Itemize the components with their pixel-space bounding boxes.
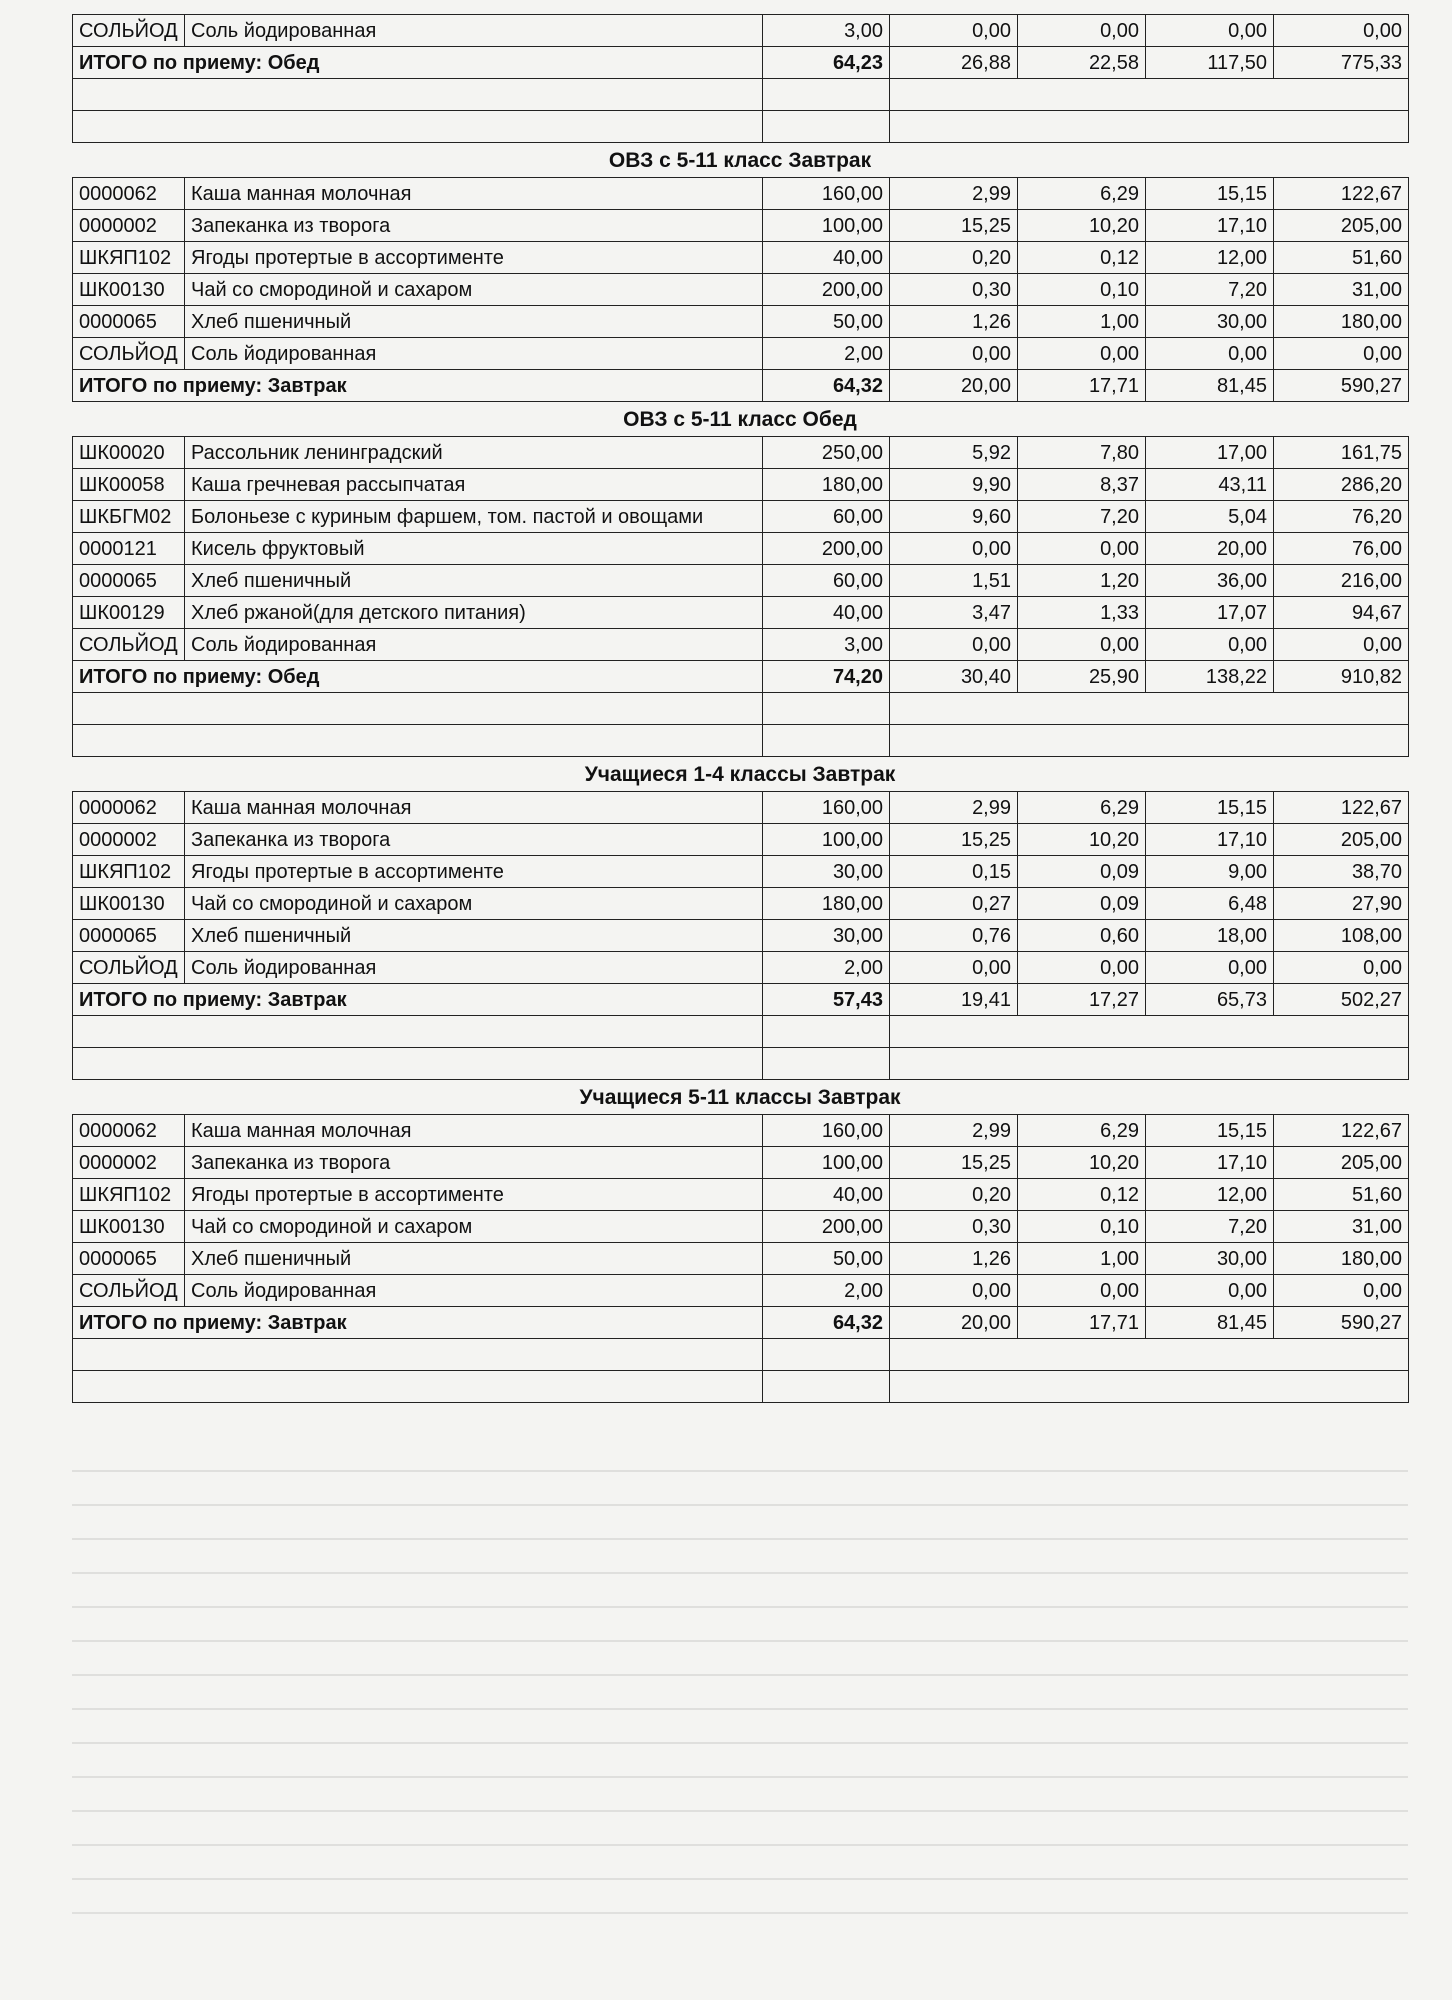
table-row (73, 242, 1409, 274)
dish-carbs: 0,00 (1146, 952, 1274, 984)
dish-kcal: 0,00 (1274, 952, 1409, 984)
dish-weight: 40,00 (763, 1179, 890, 1211)
dish-carbs: 0,00 (1146, 629, 1274, 661)
dish-carbs: 6,48 (1146, 888, 1274, 920)
table-row (73, 437, 1409, 469)
dish-kcal: 205,00 (1274, 824, 1409, 856)
dish-carbs: 15,15 (1146, 178, 1274, 210)
dish-protein: 0,27 (890, 888, 1018, 920)
dish-protein: 2,99 (890, 178, 1018, 210)
table-row (73, 210, 1409, 242)
dish-fat: 6,29 (1018, 792, 1146, 824)
bleed-line (72, 1844, 1408, 1846)
dish-weight: 200,00 (763, 274, 890, 306)
dish-code: ШК00129 (73, 597, 185, 629)
total-weight: 57,43 (763, 984, 890, 1016)
dish-code: 0000062 (73, 1115, 185, 1147)
dish-protein: 0,00 (890, 533, 1018, 565)
dish-fat: 0,09 (1018, 856, 1146, 888)
bleed-line (72, 1912, 1408, 1914)
table-row (73, 920, 1409, 952)
dish-code: СОЛЬЙОД (73, 952, 185, 984)
table-row (73, 629, 1409, 661)
dish-fat: 6,29 (1018, 1115, 1146, 1147)
menu-table (72, 791, 1409, 1080)
dish-kcal: 31,00 (1274, 1211, 1409, 1243)
dish-carbs: 0,00 (1146, 1275, 1274, 1307)
dish-kcal: 94,67 (1274, 597, 1409, 629)
dish-protein: 0,20 (890, 1179, 1018, 1211)
blank-row (73, 725, 1409, 757)
dish-weight: 160,00 (763, 1115, 890, 1147)
dish-carbs: 17,10 (1146, 1147, 1274, 1179)
bleed-line (72, 1742, 1408, 1744)
dish-carbs: 17,10 (1146, 824, 1274, 856)
dish-weight: 3,00 (763, 629, 890, 661)
dish-code: ШК00130 (73, 1211, 185, 1243)
dish-weight: 40,00 (763, 597, 890, 629)
table-row (73, 1115, 1409, 1147)
bleed-line (72, 1674, 1408, 1676)
dish-fat: 0,00 (1018, 533, 1146, 565)
dish-code: 0000002 (73, 1147, 185, 1179)
total-protein: 30,40 (890, 661, 1018, 693)
blank-row (73, 111, 1409, 143)
total-label: ИТОГО по приему: Обед (73, 47, 763, 79)
dish-kcal: 31,00 (1274, 274, 1409, 306)
table-row (73, 274, 1409, 306)
section-title: Учащиеся 1-4 классы Завтрак (584, 763, 896, 786)
dish-kcal: 122,67 (1274, 178, 1409, 210)
dish-name: Рассольник ленинградский (185, 437, 763, 469)
dish-code: 0000002 (73, 824, 185, 856)
dish-kcal: 108,00 (1274, 920, 1409, 952)
dish-fat: 0,00 (1018, 338, 1146, 370)
dish-code: 0000065 (73, 1243, 185, 1275)
dish-carbs: 7,20 (1146, 1211, 1274, 1243)
dish-carbs: 7,20 (1146, 274, 1274, 306)
dish-code: ШК00130 (73, 274, 185, 306)
dish-protein: 0,00 (890, 952, 1018, 984)
bleed-line (72, 1640, 1408, 1642)
total-weight: 64,23 (763, 47, 890, 79)
dish-fat: 0,10 (1018, 274, 1146, 306)
dish-protein: 1,51 (890, 565, 1018, 597)
total-row (73, 370, 1409, 402)
dish-fat: 10,20 (1018, 1147, 1146, 1179)
dish-protein: 5,92 (890, 437, 1018, 469)
dish-code: 0000062 (73, 178, 185, 210)
bleed-line (72, 1538, 1408, 1540)
dish-weight: 2,00 (763, 1275, 890, 1307)
table-row (73, 469, 1409, 501)
dish-fat: 8,37 (1018, 469, 1146, 501)
dish-code: ШКБГМ02 (73, 501, 185, 533)
dish-fat: 0,00 (1018, 952, 1146, 984)
total-fat: 17,71 (1018, 1307, 1146, 1339)
dish-code: ШКЯП102 (73, 242, 185, 274)
dish-name: Хлеб ржаной(для детского питания) (185, 597, 763, 629)
dish-protein: 0,30 (890, 1211, 1018, 1243)
total-row (73, 661, 1409, 693)
dish-kcal: 122,67 (1274, 792, 1409, 824)
dish-protein: 0,20 (890, 242, 1018, 274)
dish-carbs: 17,07 (1146, 597, 1274, 629)
total-carbs: 65,73 (1146, 984, 1274, 1016)
blank-row (73, 79, 1409, 111)
table-row (73, 178, 1409, 210)
dish-protein: 0,00 (890, 15, 1018, 47)
dish-fat: 6,29 (1018, 178, 1146, 210)
section-title: ОВЗ с 5-11 класс Обед (623, 408, 857, 431)
menu-document (72, 14, 1408, 1403)
dish-name: Хлеб пшеничный (185, 920, 763, 952)
table-row (73, 1147, 1409, 1179)
dish-carbs: 18,00 (1146, 920, 1274, 952)
total-kcal: 502,27 (1274, 984, 1409, 1016)
dish-kcal: 180,00 (1274, 306, 1409, 338)
dish-weight: 180,00 (763, 888, 890, 920)
total-kcal: 910,82 (1274, 661, 1409, 693)
total-protein: 19,41 (890, 984, 1018, 1016)
dish-carbs: 12,00 (1146, 1179, 1274, 1211)
dish-fat: 10,20 (1018, 210, 1146, 242)
table-row (73, 888, 1409, 920)
dish-weight: 180,00 (763, 469, 890, 501)
dish-kcal: 51,60 (1274, 242, 1409, 274)
total-protein: 26,88 (890, 47, 1018, 79)
dish-name: Ягоды протертые в ассортименте (185, 856, 763, 888)
table-row (73, 338, 1409, 370)
dish-fat: 0,10 (1018, 1211, 1146, 1243)
dish-kcal: 76,20 (1274, 501, 1409, 533)
total-fat: 22,58 (1018, 47, 1146, 79)
dish-code: ШКЯП102 (73, 856, 185, 888)
dish-kcal: 216,00 (1274, 565, 1409, 597)
dish-code: 0000065 (73, 306, 185, 338)
section-title: ОВЗ с 5-11 класс Завтрак (608, 149, 872, 172)
total-kcal: 590,27 (1274, 1307, 1409, 1339)
dish-code: 0000065 (73, 565, 185, 597)
dish-name: Чай со смородиной и сахаром (185, 1211, 763, 1243)
dish-name: Чай со смородиной и сахаром (185, 274, 763, 306)
total-protein: 20,00 (890, 370, 1018, 402)
dish-weight: 60,00 (763, 565, 890, 597)
section-title: Учащиеся 5-11 классы Завтрак (579, 1086, 901, 1109)
dish-protein: 9,90 (890, 469, 1018, 501)
dish-name: Соль йодированная (185, 15, 763, 47)
dish-weight: 100,00 (763, 1147, 890, 1179)
dish-weight: 60,00 (763, 501, 890, 533)
dish-code: 0000062 (73, 792, 185, 824)
dish-protein: 0,30 (890, 274, 1018, 306)
dish-fat: 0,60 (1018, 920, 1146, 952)
total-carbs: 81,45 (1146, 370, 1274, 402)
dish-weight: 160,00 (763, 792, 890, 824)
dish-name: Ягоды протертые в ассортименте (185, 242, 763, 274)
dish-code: 0000121 (73, 533, 185, 565)
dish-weight: 200,00 (763, 533, 890, 565)
dish-name: Каша гречневая рассыпчатая (185, 469, 763, 501)
dish-protein: 2,99 (890, 1115, 1018, 1147)
dish-fat: 0,00 (1018, 1275, 1146, 1307)
table-row (73, 824, 1409, 856)
table-row (73, 1243, 1409, 1275)
dish-name: Хлеб пшеничный (185, 1243, 763, 1275)
total-kcal: 775,33 (1274, 47, 1409, 79)
total-carbs: 138,22 (1146, 661, 1274, 693)
dish-name: Каша манная молочная (185, 178, 763, 210)
dish-name: Каша манная молочная (185, 1115, 763, 1147)
dish-code: ШК00130 (73, 888, 185, 920)
table-row (73, 856, 1409, 888)
table-row (73, 15, 1409, 47)
dish-weight: 50,00 (763, 1243, 890, 1275)
bleed-line (72, 1606, 1408, 1608)
dish-name: Запеканка из творога (185, 210, 763, 242)
table-row (73, 565, 1409, 597)
dish-protein: 0,00 (890, 338, 1018, 370)
total-protein: 20,00 (890, 1307, 1018, 1339)
dish-fat: 1,00 (1018, 1243, 1146, 1275)
dish-protein: 3,47 (890, 597, 1018, 629)
bleed-line (72, 1878, 1408, 1880)
dish-kcal: 161,75 (1274, 437, 1409, 469)
total-label: ИТОГО по приему: Завтрак (73, 370, 763, 402)
dish-carbs: 17,00 (1146, 437, 1274, 469)
dish-protein: 0,00 (890, 1275, 1018, 1307)
dish-code: ШК00058 (73, 469, 185, 501)
dish-kcal: 0,00 (1274, 1275, 1409, 1307)
dish-code: ШК00020 (73, 437, 185, 469)
table-row (73, 1179, 1409, 1211)
total-weight: 64,32 (763, 370, 890, 402)
dish-fat: 10,20 (1018, 824, 1146, 856)
dish-code: СОЛЬЙОД (73, 629, 185, 661)
dish-carbs: 5,04 (1146, 501, 1274, 533)
blank-row (73, 1048, 1409, 1080)
dish-carbs: 0,00 (1146, 15, 1274, 47)
dish-name: Соль йодированная (185, 1275, 763, 1307)
dish-name: Запеканка из творога (185, 824, 763, 856)
dish-code: 0000002 (73, 210, 185, 242)
dish-carbs: 30,00 (1146, 1243, 1274, 1275)
dish-fat: 0,12 (1018, 1179, 1146, 1211)
dish-protein: 2,99 (890, 792, 1018, 824)
dish-weight: 100,00 (763, 210, 890, 242)
dish-kcal: 205,00 (1274, 1147, 1409, 1179)
total-weight: 74,20 (763, 661, 890, 693)
dish-protein: 15,25 (890, 1147, 1018, 1179)
bleed-line (72, 1776, 1408, 1778)
dish-weight: 40,00 (763, 242, 890, 274)
dish-name: Хлеб пшеничный (185, 306, 763, 338)
total-fat: 17,71 (1018, 370, 1146, 402)
dish-weight: 30,00 (763, 920, 890, 952)
dish-fat: 0,09 (1018, 888, 1146, 920)
dish-carbs: 9,00 (1146, 856, 1274, 888)
dish-fat: 1,20 (1018, 565, 1146, 597)
reverse-side-bleed (72, 1470, 1408, 1970)
dish-name: Чай со смородиной и сахаром (185, 888, 763, 920)
dish-fat: 1,00 (1018, 306, 1146, 338)
dish-protein: 0,15 (890, 856, 1018, 888)
table-row (73, 1211, 1409, 1243)
table-row (73, 597, 1409, 629)
table-row (73, 1275, 1409, 1307)
dish-code: 0000065 (73, 920, 185, 952)
dish-carbs: 20,00 (1146, 533, 1274, 565)
table-row (73, 533, 1409, 565)
dish-kcal: 38,70 (1274, 856, 1409, 888)
dish-name: Хлеб пшеничный (185, 565, 763, 597)
menu-table (72, 177, 1409, 402)
dish-name: Болоньезе с куриным фаршем, том. пастой и овощами (185, 501, 763, 533)
dish-name: Соль йодированная (185, 338, 763, 370)
dish-protein: 9,60 (890, 501, 1018, 533)
total-row (73, 1307, 1409, 1339)
total-fat: 25,90 (1018, 661, 1146, 693)
total-fat: 17,27 (1018, 984, 1146, 1016)
dish-carbs: 15,15 (1146, 1115, 1274, 1147)
dish-name: Каша манная молочная (185, 792, 763, 824)
dish-weight: 3,00 (763, 15, 890, 47)
dish-kcal: 27,90 (1274, 888, 1409, 920)
dish-fat: 1,33 (1018, 597, 1146, 629)
dish-kcal: 76,00 (1274, 533, 1409, 565)
dish-carbs: 17,10 (1146, 210, 1274, 242)
dish-weight: 250,00 (763, 437, 890, 469)
dish-kcal: 180,00 (1274, 1243, 1409, 1275)
dish-name: Соль йодированная (185, 952, 763, 984)
total-row (73, 47, 1409, 79)
dish-code: СОЛЬЙОД (73, 1275, 185, 1307)
dish-kcal: 0,00 (1274, 629, 1409, 661)
dish-kcal: 122,67 (1274, 1115, 1409, 1147)
dish-carbs: 36,00 (1146, 565, 1274, 597)
dish-kcal: 205,00 (1274, 210, 1409, 242)
dish-protein: 15,25 (890, 824, 1018, 856)
dish-weight: 2,00 (763, 338, 890, 370)
dish-code: СОЛЬЙОД (73, 338, 185, 370)
dish-protein: 0,76 (890, 920, 1018, 952)
dish-weight: 2,00 (763, 952, 890, 984)
bleed-line (72, 1810, 1408, 1812)
bleed-line (72, 1504, 1408, 1506)
menu-sections (72, 143, 1408, 1403)
total-label: ИТОГО по приему: Обед (73, 661, 763, 693)
dish-code: ШКЯП102 (73, 1179, 185, 1211)
dish-fat: 7,20 (1018, 501, 1146, 533)
menu-table (72, 1114, 1409, 1403)
total-row (73, 984, 1409, 1016)
menu-table (72, 436, 1409, 757)
dish-name: Соль йодированная (185, 629, 763, 661)
dish-fat: 0,12 (1018, 242, 1146, 274)
dish-protein: 0,00 (890, 629, 1018, 661)
dish-carbs: 12,00 (1146, 242, 1274, 274)
dish-kcal: 0,00 (1274, 338, 1409, 370)
dish-kcal: 51,60 (1274, 1179, 1409, 1211)
dish-protein: 1,26 (890, 1243, 1018, 1275)
dish-carbs: 30,00 (1146, 306, 1274, 338)
table-row (73, 952, 1409, 984)
total-label: ИТОГО по приему: Завтрак (73, 984, 763, 1016)
bleed-line (72, 1708, 1408, 1710)
menu-table-fragment (72, 14, 1409, 143)
dish-carbs: 0,00 (1146, 338, 1274, 370)
blank-row (73, 1371, 1409, 1403)
dish-kcal: 0,00 (1274, 15, 1409, 47)
total-label: ИТОГО по приему: Завтрак (73, 1307, 763, 1339)
blank-row (73, 693, 1409, 725)
dish-fat: 0,00 (1018, 15, 1146, 47)
bleed-line (72, 1470, 1408, 1472)
dish-name: Кисель фруктовый (185, 533, 763, 565)
dish-name: Запеканка из творога (185, 1147, 763, 1179)
dish-protein: 15,25 (890, 210, 1018, 242)
total-weight: 64,32 (763, 1307, 890, 1339)
dish-code: СОЛЬЙОД (73, 15, 185, 47)
dish-weight: 50,00 (763, 306, 890, 338)
blank-row (73, 1016, 1409, 1048)
dish-weight: 30,00 (763, 856, 890, 888)
table-row (73, 501, 1409, 533)
dish-protein: 1,26 (890, 306, 1018, 338)
blank-row (73, 1339, 1409, 1371)
dish-carbs: 43,11 (1146, 469, 1274, 501)
dish-weight: 100,00 (763, 824, 890, 856)
dish-fat: 0,00 (1018, 629, 1146, 661)
table-row (73, 306, 1409, 338)
total-carbs: 81,45 (1146, 1307, 1274, 1339)
total-carbs: 117,50 (1146, 47, 1274, 79)
total-kcal: 590,27 (1274, 370, 1409, 402)
dish-kcal: 286,20 (1274, 469, 1409, 501)
table-row (73, 792, 1409, 824)
dish-carbs: 15,15 (1146, 792, 1274, 824)
dish-weight: 160,00 (763, 178, 890, 210)
dish-fat: 7,80 (1018, 437, 1146, 469)
dish-weight: 200,00 (763, 1211, 890, 1243)
bleed-line (72, 1572, 1408, 1574)
dish-name: Ягоды протертые в ассортименте (185, 1179, 763, 1211)
